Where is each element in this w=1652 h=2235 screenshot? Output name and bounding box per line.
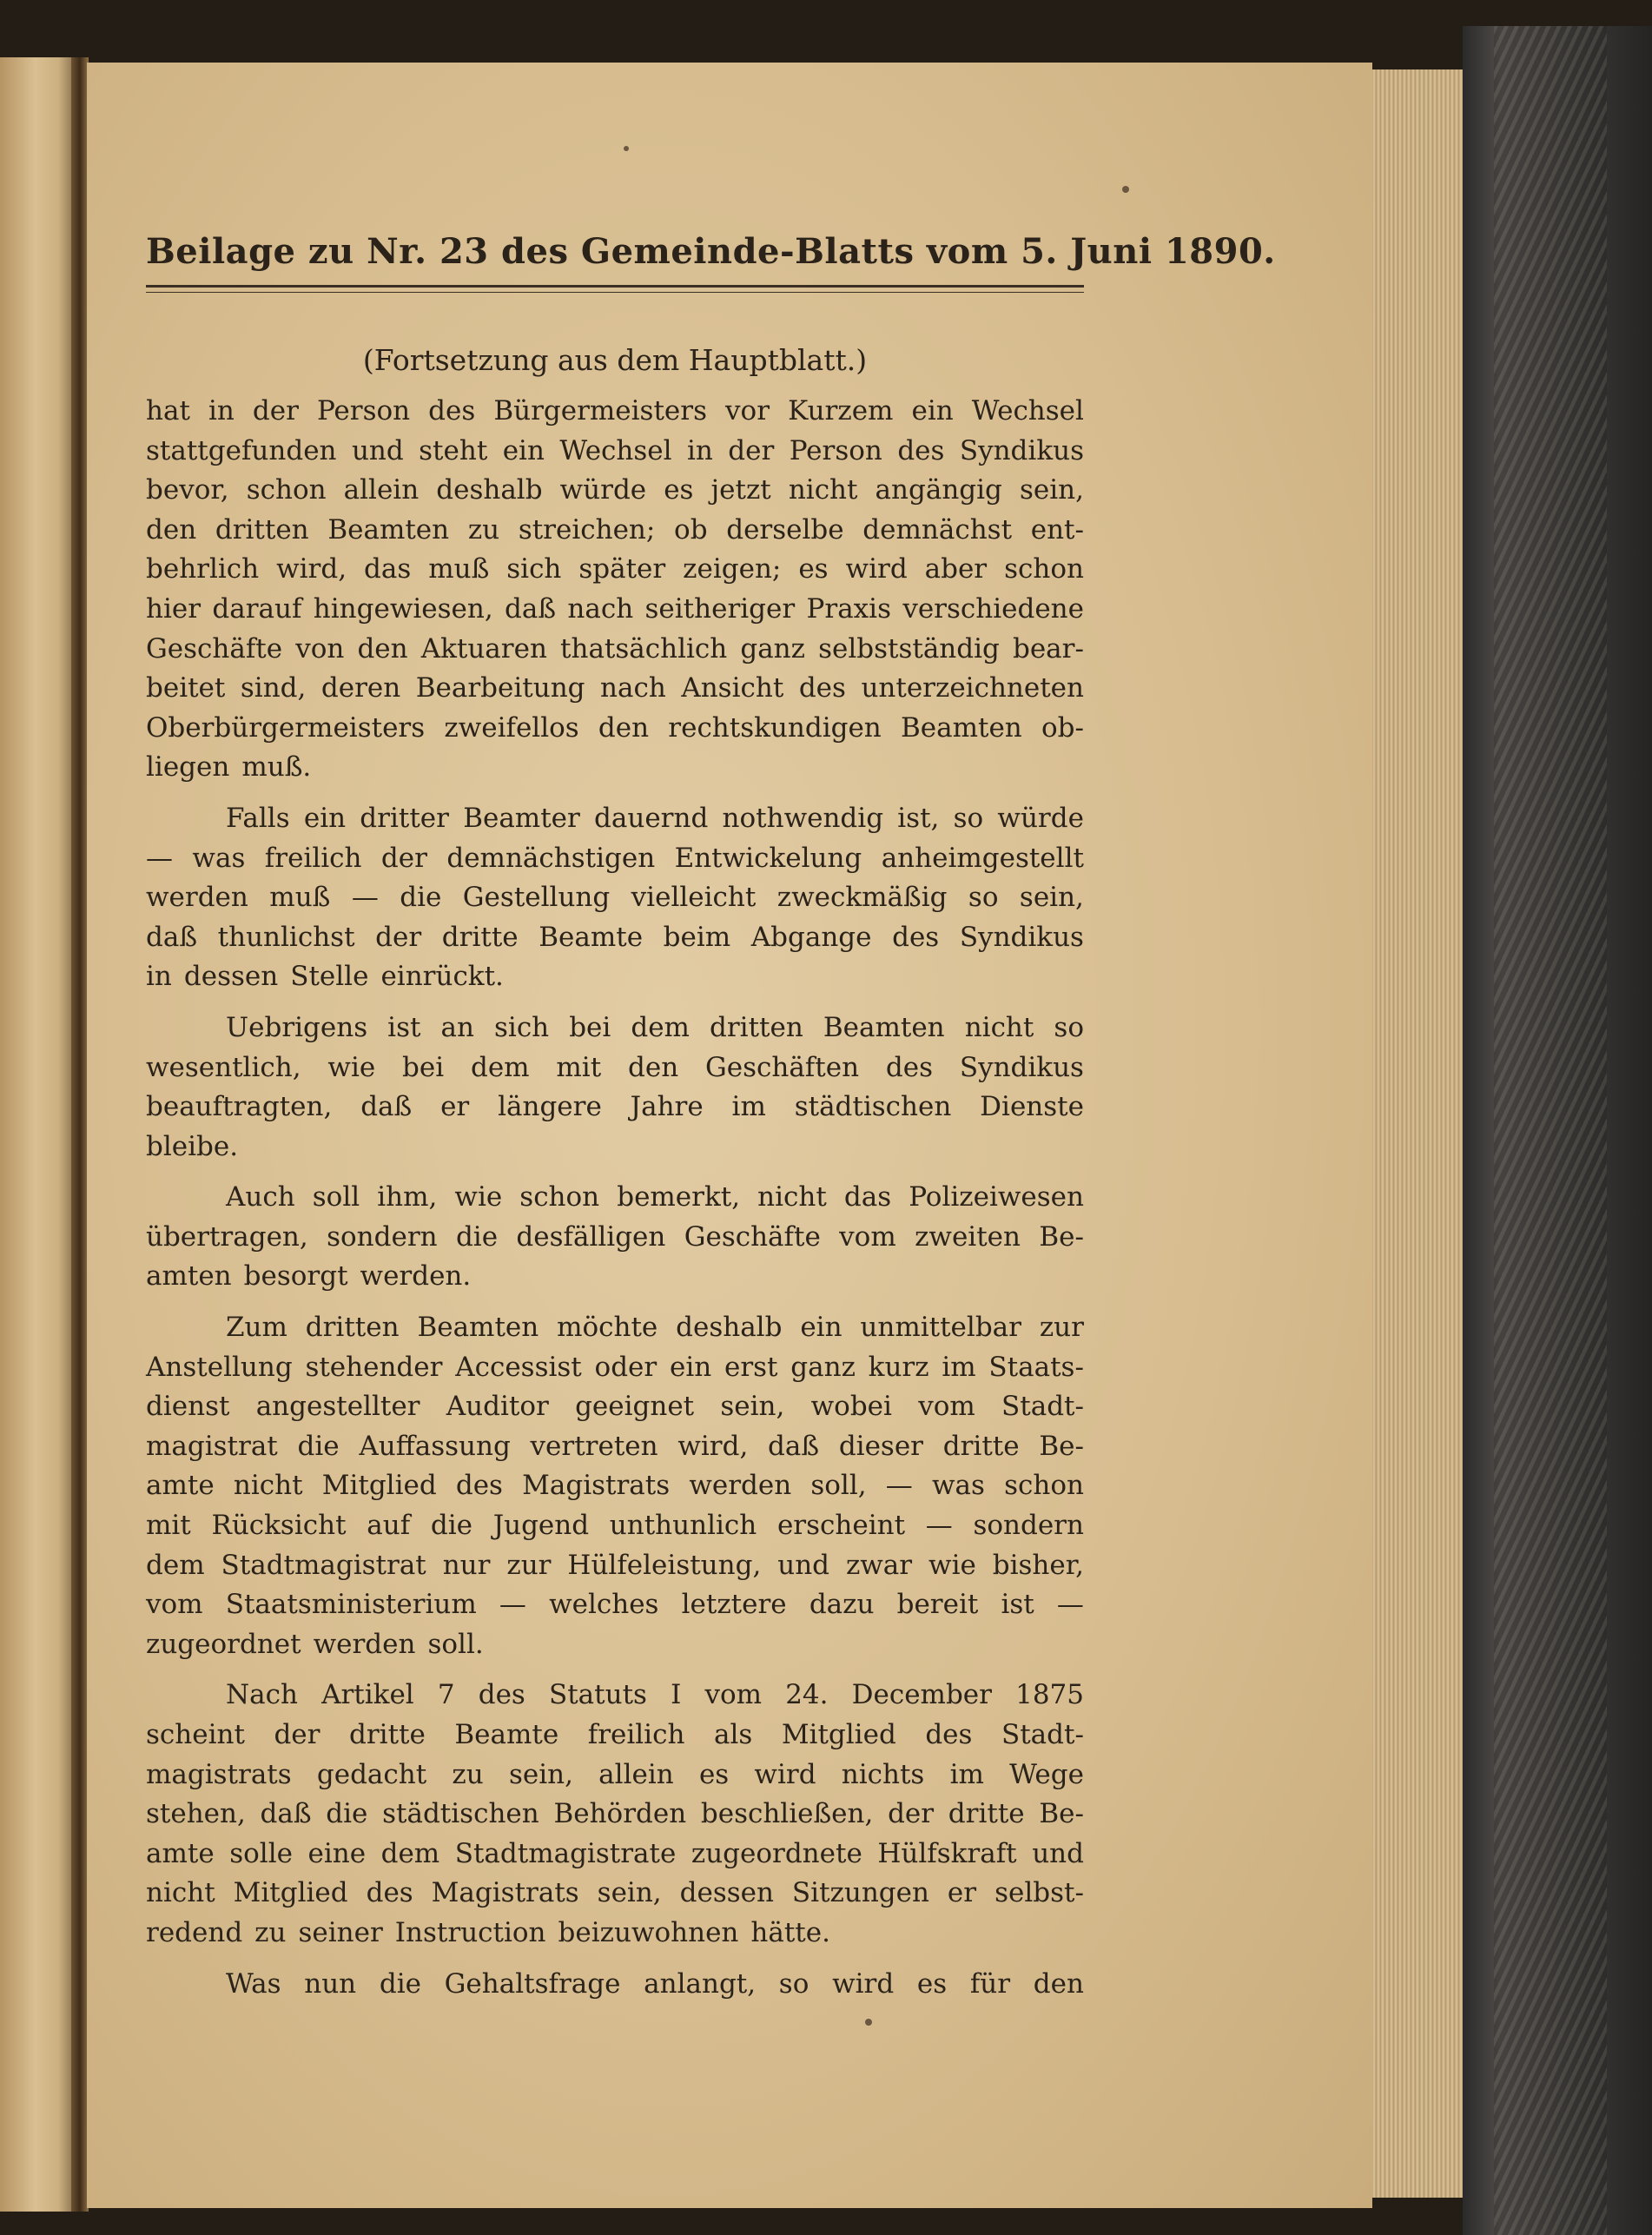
text-line: amten besorgt werden. bbox=[146, 1260, 472, 1293]
page-header bbox=[146, 228, 1276, 276]
paragraph bbox=[146, 392, 1084, 788]
text-line: Nach Artikel 7 des Statuts I vom 24. December 1875 bbox=[226, 1679, 1084, 1711]
text-line: Geschäfte von den Aktuaren thatsächlich ganz selbstständig bear- bbox=[146, 632, 1084, 665]
text-line: dem Stadtmagistrat nur zur Hülfeleistung, und zwar wie bisher, bbox=[146, 1549, 1084, 1581]
text-line: daß thunlichst der dritte Beamte beim Abgange des Syndikus bbox=[146, 921, 1084, 953]
speck bbox=[865, 2019, 872, 2026]
text-line: Oberbürgermeisters zweifellos den rechtskundigen Beamten ob- bbox=[146, 711, 1084, 744]
document-content bbox=[146, 228, 1276, 2004]
text-line: liegen muß. bbox=[146, 751, 312, 784]
text-line: hier darauf hingewiesen, daß nach seitheriger Praxis verschiedene bbox=[146, 592, 1084, 625]
paragraph bbox=[146, 1965, 1084, 2005]
text-line: Was nun die Gehaltsfrage anlangt, so wird es für den bbox=[226, 1967, 1084, 2000]
text-line: mit Rücksicht auf die Jugend unthunlich erscheint — sondern bbox=[146, 1510, 1084, 1542]
paragraph bbox=[146, 1178, 1084, 1297]
text-line: übertragen, sondern die desfälligen Geschäfte vom zweiten Be- bbox=[146, 1220, 1084, 1253]
text-line: bevor, schon allein deshalb würde es jetzt nicht angängig sein, bbox=[146, 474, 1084, 506]
text-line: amte solle eine dem Stadtmagistrate zugeordnete Hülfskraft und bbox=[146, 1837, 1084, 1869]
text-line: magistrat die Auffassung vertreten wird, daß dieser dritte Be- bbox=[146, 1430, 1084, 1462]
text-line: wesentlich, wie bei dem mit den Geschäften des Syndikus bbox=[146, 1051, 1084, 1083]
text-line: stattgefunden und steht ein Wechsel in der Person des Syndikus bbox=[146, 434, 1084, 466]
text-line: Falls ein dritter Beamter dauernd nothwendig ist, so würde bbox=[226, 802, 1084, 834]
paragraph bbox=[146, 799, 1084, 997]
page-block-edges bbox=[1367, 69, 1464, 2198]
speck bbox=[1122, 186, 1129, 193]
text-line: zugeordnet werden soll. bbox=[146, 1628, 484, 1660]
body-text bbox=[146, 392, 1084, 2004]
header-text: Beilage zu Nr. 23 des Gemeinde-Blatts vom 5. Juni 1890. bbox=[146, 231, 1276, 272]
paragraph bbox=[146, 1676, 1084, 1953]
text-line: Uebrigens ist an sich bei dem dritten Beamten nicht so bbox=[226, 1011, 1084, 1043]
text-line: beitet sind, deren Bearbeitung nach Ansicht des unterzeichneten bbox=[146, 672, 1084, 704]
paragraph bbox=[146, 1008, 1084, 1167]
text-line: redend zu seiner Instruction beizuwohnen hätte. bbox=[146, 1916, 830, 1948]
speck bbox=[624, 146, 629, 151]
continuation-note: (Fortsetzung aus dem Hauptblatt.) bbox=[362, 343, 868, 377]
text-line: Zum dritten Beamten möchte deshalb ein unmittelbar zur bbox=[226, 1312, 1084, 1344]
text-line: stehen, daß die städtischen Behörden beschließen, der dritte Be- bbox=[146, 1798, 1084, 1830]
left-page-edge bbox=[0, 57, 78, 2212]
header-rule bbox=[146, 285, 1084, 288]
text-line: amte nicht Mitglied des Magistrats werden soll, — was schon bbox=[146, 1470, 1084, 1502]
text-line: vom Staatsministerium — welches letztere dazu bereit ist — bbox=[146, 1589, 1084, 1621]
text-line: dienst angestellter Auditor geeignet sein, wobei vom Stadt- bbox=[146, 1391, 1084, 1423]
text-line: in dessen Stelle einrückt. bbox=[146, 961, 504, 993]
text-line: — was freilich der demnächstigen Entwickelung anheimgestellt bbox=[146, 842, 1084, 874]
header-rule-thin bbox=[146, 292, 1084, 293]
cover-texture bbox=[1494, 26, 1607, 2235]
text-line: Anstellung stehender Accessist oder ein erst ganz kurz im Staats- bbox=[146, 1351, 1084, 1383]
paragraph bbox=[146, 1308, 1084, 1664]
text-line: bleibe. bbox=[146, 1130, 239, 1162]
text-line: behrlich wird, das muß sich später zeigen; es wird aber schon bbox=[146, 553, 1084, 585]
text-line: nicht Mitglied des Magistrats sein, dessen Sitzungen er selbst- bbox=[146, 1877, 1084, 1909]
book-gutter bbox=[71, 57, 89, 2212]
text-line: scheint der dritte Beamte freilich als Mitglied des Stadt- bbox=[146, 1719, 1084, 1750]
text-line: Auch soll ihm, wie schon bemerkt, nicht das Polizeiwesen bbox=[226, 1181, 1084, 1213]
text-line: hat in der Person des Bürgermeisters vor Kurzem ein Wechsel bbox=[146, 395, 1084, 427]
text-line: werden muß — die Gestellung vielleicht zweckmäßig so sein, bbox=[146, 882, 1084, 914]
text-line: magistrats gedacht zu sein, allein es wird nichts im Wege bbox=[146, 1758, 1084, 1790]
text-line: den dritten Beamten zu streichen; ob derselbe demnächst ent- bbox=[146, 513, 1084, 546]
text-line: beauftragten, daß er längere Jahre im städtischen Dienste bbox=[146, 1091, 1084, 1123]
